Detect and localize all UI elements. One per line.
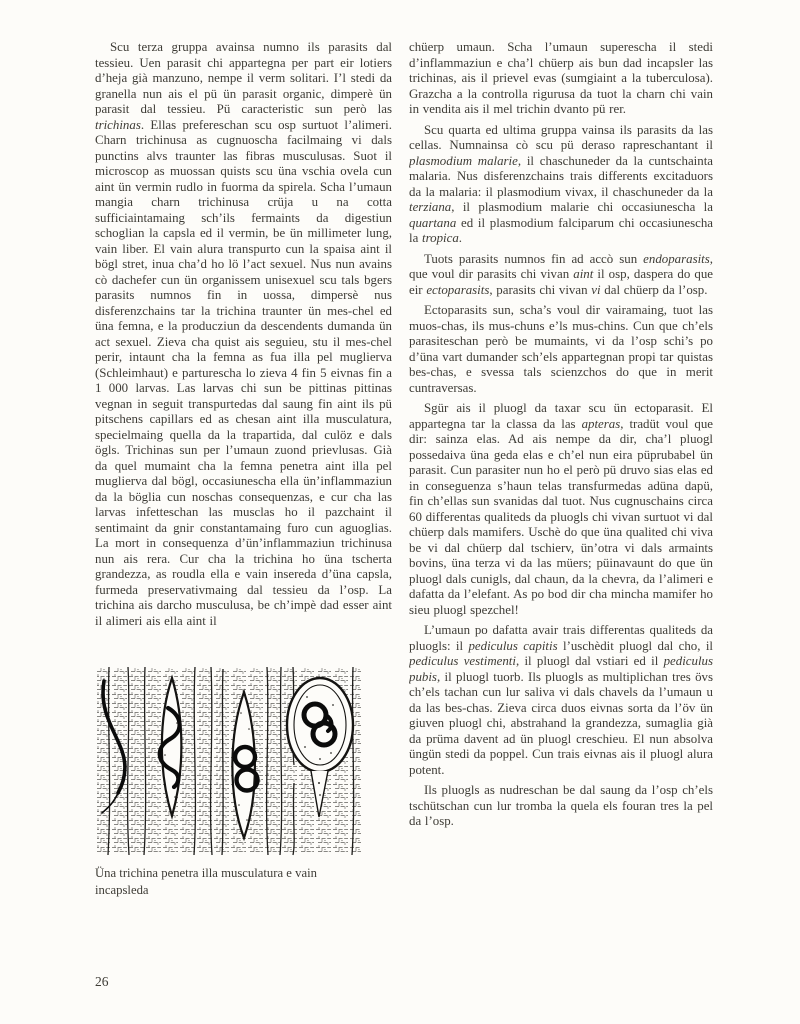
figure-caption: Üna trichina penetra illa musculatura e vain incapsleda [95, 866, 317, 897]
left-column [95, 40, 392, 898]
left-column-text [95, 40, 392, 629]
figure-block [95, 665, 365, 898]
body-paragraph: Ectoparasits sun, scha’s voul dir vairamaing, tuot las muos-chas, ils mus-chuns e’ls mus-chins. Cun que ch’els parasiteschan però be mumaints, vi da l’osp schi’s po d’üna vart dumander sch’els appartegnan propi tar quistas bes-chas, e svessa tals scienzchos do que in merit cuntraversas. [409, 303, 713, 395]
body-paragraph: L’umaun po dafatta avair trais differentas qualiteds da pluogls: il pediculus capitis l’uschèdit pluogl dal cho, il pediculus vestimenti, il pluogl dal vstiari ed il pediculus pubis, il pluogl tuorb. Ils pluogls as multiplichan tres övs ch’els tachan cun lur saliva vi dals chavels da l’umaun u da las bes-chas. Zieva circa duos eivnas sorta da l’öv ün giuven pluogl chi, abstrahand la grandezza, sumaglia già da prüma davent ad ün pluogl creschieu. El nun absolva üngün stedi da poppel. Cun trais eivnas ais il pluogl alura potent. [409, 623, 713, 777]
body-paragraph: Sgür ais il pluogl da taxar scu ün ectoparasit. El appartegna tar la classa da las apteras, tradüt voul que dir: sainza elas. Ad ais nempe da dir, cha’l pluogl possedaiva üna geda elas e ch’el nun eira püprubabel ün parasit. Cun parasiter nun ho el però pü druvo sias elas ed in conseguenza s’haun telas transfurmedas adüna dapü, fin ch’ellas sun svanidas dal tuot. Nus cugnuschains circa 60 differentas qualiteds da pluogls chi vivan surtuot vi dal chüerp dals mamifers. Uschè do que üna qualited chi viva be vi dal chüerp dal tschierv, ün’otra vi dals armaints bovins, üna terza vi da las müers; püinavaunt do que ün pluogl dals cunigls, dal chaun, da la chevra, da l’alimeri e dafatta da l’elefant. As po bod dir cha mincha mamifer ho sieu pluogl spezchel! [409, 401, 713, 617]
right-column [409, 40, 713, 990]
body-paragraph: Tuots parasits numnos fin ad accò sun endoparasits, que voul dir parasits chi vivan aint il osp, daspera do que eir ectoparasits, parasits chi vivan vi dal chüerp da l’osp. [409, 251, 713, 297]
body-paragraph: Scu quarta ed ultima gruppa vainsa ils parasits da las cellas. Numnainsa cò scu pü deraso rapreschantant il plasmodium malarie, il chaschuneder da la cuntschainta malaria. Nus disferenzchains trais differents excitaduors da la malaria: il plasmodium vivax, il chaschuneder da la terziana, il plasmodium malarie chi occasiunescha la quartana ed il plasmodium falciparum chi occasiunescha la tropica. [409, 122, 713, 245]
body-paragraph: chüerp umaun. Scha l’umaun superescha il stedi d’inflammaziun e cha’l chüerp ais bun dad incapsler las trichinas, ais il prievel evas (sumgiaint a la tuberculosa). Grazcha a la controlla rigurusa da tuot la charn chi vain in vendita ais il mel trichin dvanto pü rer. [409, 40, 713, 116]
body-paragraph: Scu terza gruppa avainsa numno ils parasits dal tessieu. Uen parasit chi appartegna per part eir lotiers d’heja già manzuno, nempe il verm solitari. I’l stedi da granella nun ais el pü ün parasit organic, dimperè ün parasit dal tessieu. Pü caracteristic sun però las trichinas. Ellas prefereschan scu osp surtuot l’alimeri. Charn trichinusa as cugnuoscha facilmaing vi dals punctins alvs traunter las fibras musculusas. Suot il microscop as muossan quists scu üna vschia ovela cun aint ün vermin rudlo in fuorma da spirela. Scha l’umaun mangia charn trichinusa crüja u na cotta sufficiaintamaing sch’ils fermaints da digestiun schoglian la capsla ed il vermin, be ün millimeter lung, vain liber. El vain alura transpurto cun la spaisa aint il bögl stret, inua cha’d ho lö l’act sexuel. Nus nun avains cò dachefer cun ün organissem unisexuel scu tals bgers parasits numnos fin in uossa, dimpersè nus disferenzchains tar la trichina traunter ün mes-chel ed üna femna, e la producziun da descendents dumanda ün act sexuel. Zieva cha quist ais seguieu, stu il mes-chel perir, intaunt cha la femna as fua illa pel muglierva (Schleimhaut) e parturescha lo zieva 4 fin 5 eivnas fin a 1 000 larvas. Las larvas chi sun be pittinas pittinas vegnan in seguit transpurtedas dal saung fin aint ils pü pitschens capillars ed as chesan aint illa musculatura, specielmaing quella da la trapartida, dal culöz e dals ögls. Trichinas sun per l’umaun zuond prievlusas. Già da quel mumaint cha la femna penetra aint illa pel muglierva dal bögl, occasiunescha ella ün’inflammaziun da la böglia cun noschas consequenzas, e cur cha las larvas infetteschan las musclas ho il pazchaint il sentimaint da gnir constantamaing furo cun aguoglias. La mort in consequenza d’ün’inflammaziun trichinusa nun ais rera. Cur cha la trichina ho üna tscherta grandezza, as roudla ella e vain insereda d’üna capsla, furmeda preservativmaing dal tessieu da l’osp. La trichina ais darcho musculusa, be ch’impè dad esser aint il alimeri ais ella aint il [95, 40, 392, 628]
right-column-text [409, 40, 713, 830]
page-number: 26 [95, 974, 109, 989]
body-paragraph: Ils pluogls as nudreschan be dal saung da l’osp ch’els tschütschan cun lur tromba la quela els fouran tres la pel da l’osp. [409, 783, 713, 828]
trichina-illustration [95, 665, 365, 857]
